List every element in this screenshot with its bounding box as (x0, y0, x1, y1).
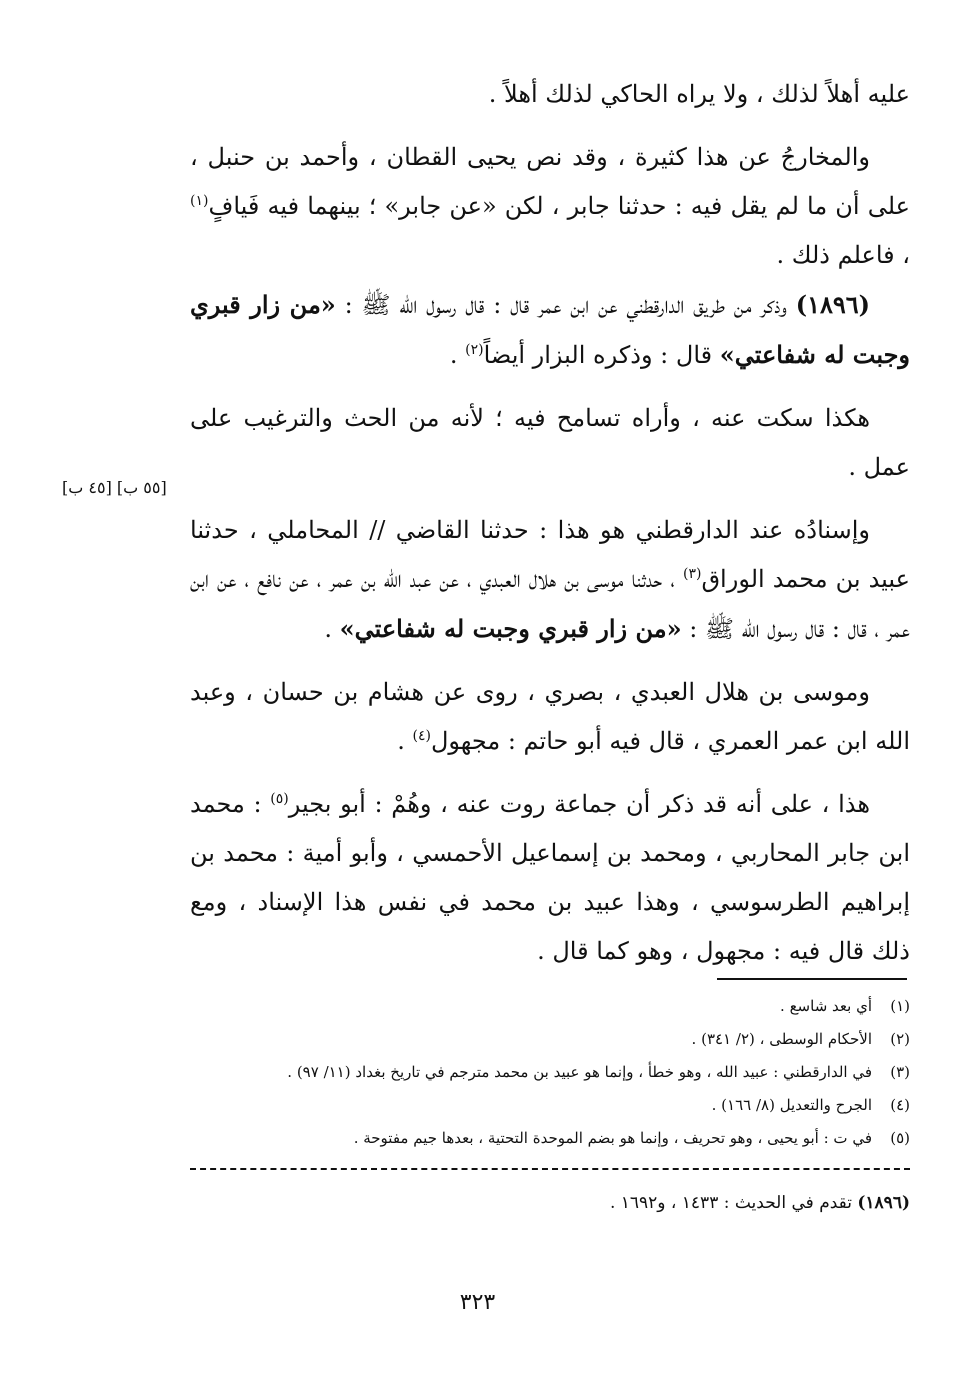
hadith-text-2: «من زار قبري وجبت له شفاعتي» (339, 614, 682, 643)
hadith-number: (١٨٩٦) (795, 290, 870, 319)
paragraph-4: هكذا سكت عنه ، وأراه تسامح فيه ؛ لأنه من الحث والترغيب على عمل . (190, 404, 910, 481)
paragraph-7: هذا ، على أنه قد ذكر أن جماعة روت عنه ، وهُمْ : أبو بجير$^{(٥)}$ : محمد ابن جابر المحاربي ، ومحمد بن إسماعيل الأحمسي ، وأبو أمية : محمد بن إبراهيم الطرسوسي ، وهذا عبيد بن محمد في نفس هذا الإسناد ، ومع ذلك قال فيه : مجهول ، وهو كما قال . (190, 790, 911, 965)
footnote-item: (٣) في الدارقطني : عبيد الله ، وهو خطأ ، وإنما هو عبيد بن محمد مترجم في تاريخ بغداد (١١/ ٩٧) . (287, 1063, 910, 1081)
paragraph-2: والمخارجُ عن هذا كثيرة ، وقد نص يحيى القطان ، وأحمد بن حنبل ، على أن ما لم يقل فيه : حدثنا جابر ، لكن «عن جابر» ؛ بينهما فيه فَيافٍ$^{(١)}$ ، فاعلم ذلك . (190, 143, 910, 269)
manuscript-folio-note: [٥٥ ب] [٤٥ ب] (62, 478, 167, 497)
footnote-ref-1[interactable]: (١) (190, 193, 209, 209)
footnote-ref-2[interactable]: (٢) (465, 342, 484, 358)
paragraph-5: وإسنادُه عند الدارقطني هو هذا : حدثنا القاضي // المحاملي ، حدثنا عبيد بن محمد الوراق$^{(٣)}$ ، حدثنا موسى بن هلال العبدي ، عن عبد الله بن عمر ، عن نافع ، عن ابن عمر ، قال : قال رسول الله ﷺ : «من زار قبري وجبت له شفاعتي» . (190, 516, 910, 643)
footnotes (190, 990, 910, 1155)
footnote-ref-5[interactable]: (٥) (270, 791, 289, 807)
page-number: ٣٢٣ (459, 1290, 496, 1315)
footnote-item: (٢) الأحكام الوسطى ، (٢/ ٣٤١) . (691, 1030, 910, 1048)
paragraph-hadith-1896: (١٨٩٦) وذكر من طريق الدارقطني عن ابن عمر قال : قال رسول الله ﷺ : «من زار قبري وجبت له شفاعتي» قال : وذكره البزار أيضاً$^{(٢)}$ . (190, 290, 910, 369)
footnote-item: (٥) في ت : أبو يحيى ، وهو تحريف ، وإنما هو بضم الموحدة التحتية ، بعدها جيم مفتوحة . (353, 1129, 910, 1147)
paragraph-6: وموسى بن هلال العبدي ، بصري ، روى عن هشام بن حسان ، وعبد الله ابن عمر العمري ، قال فيه أبو حاتم : مجهول$^{(٤)}$ . (190, 678, 910, 755)
footnote-ref-3[interactable]: (٣) (682, 566, 702, 582)
footnote-ref-4[interactable]: (٤) (412, 728, 431, 744)
paragraph-1: عليه أهلاً لذلك ، ولا يراه الحاكي لذلك أهلاً . (488, 80, 910, 108)
footnote-item: (٤) الجرح والتعديل (٨/ ١٦٦) . (711, 1096, 910, 1114)
footnote-item: (١) أي بعد شاسع . (780, 997, 910, 1015)
footnote-separator (717, 978, 907, 980)
hadith-text: «من زار قبري وجبت له شفاعتي» (190, 290, 910, 369)
hadith-note-separator (190, 1168, 910, 1170)
main-text (190, 70, 910, 976)
hadith-cross-reference: (١٨٩٦) تقدم في الحديث : ١٤٣٣ ، و١٦٩٢ . (609, 1193, 910, 1213)
